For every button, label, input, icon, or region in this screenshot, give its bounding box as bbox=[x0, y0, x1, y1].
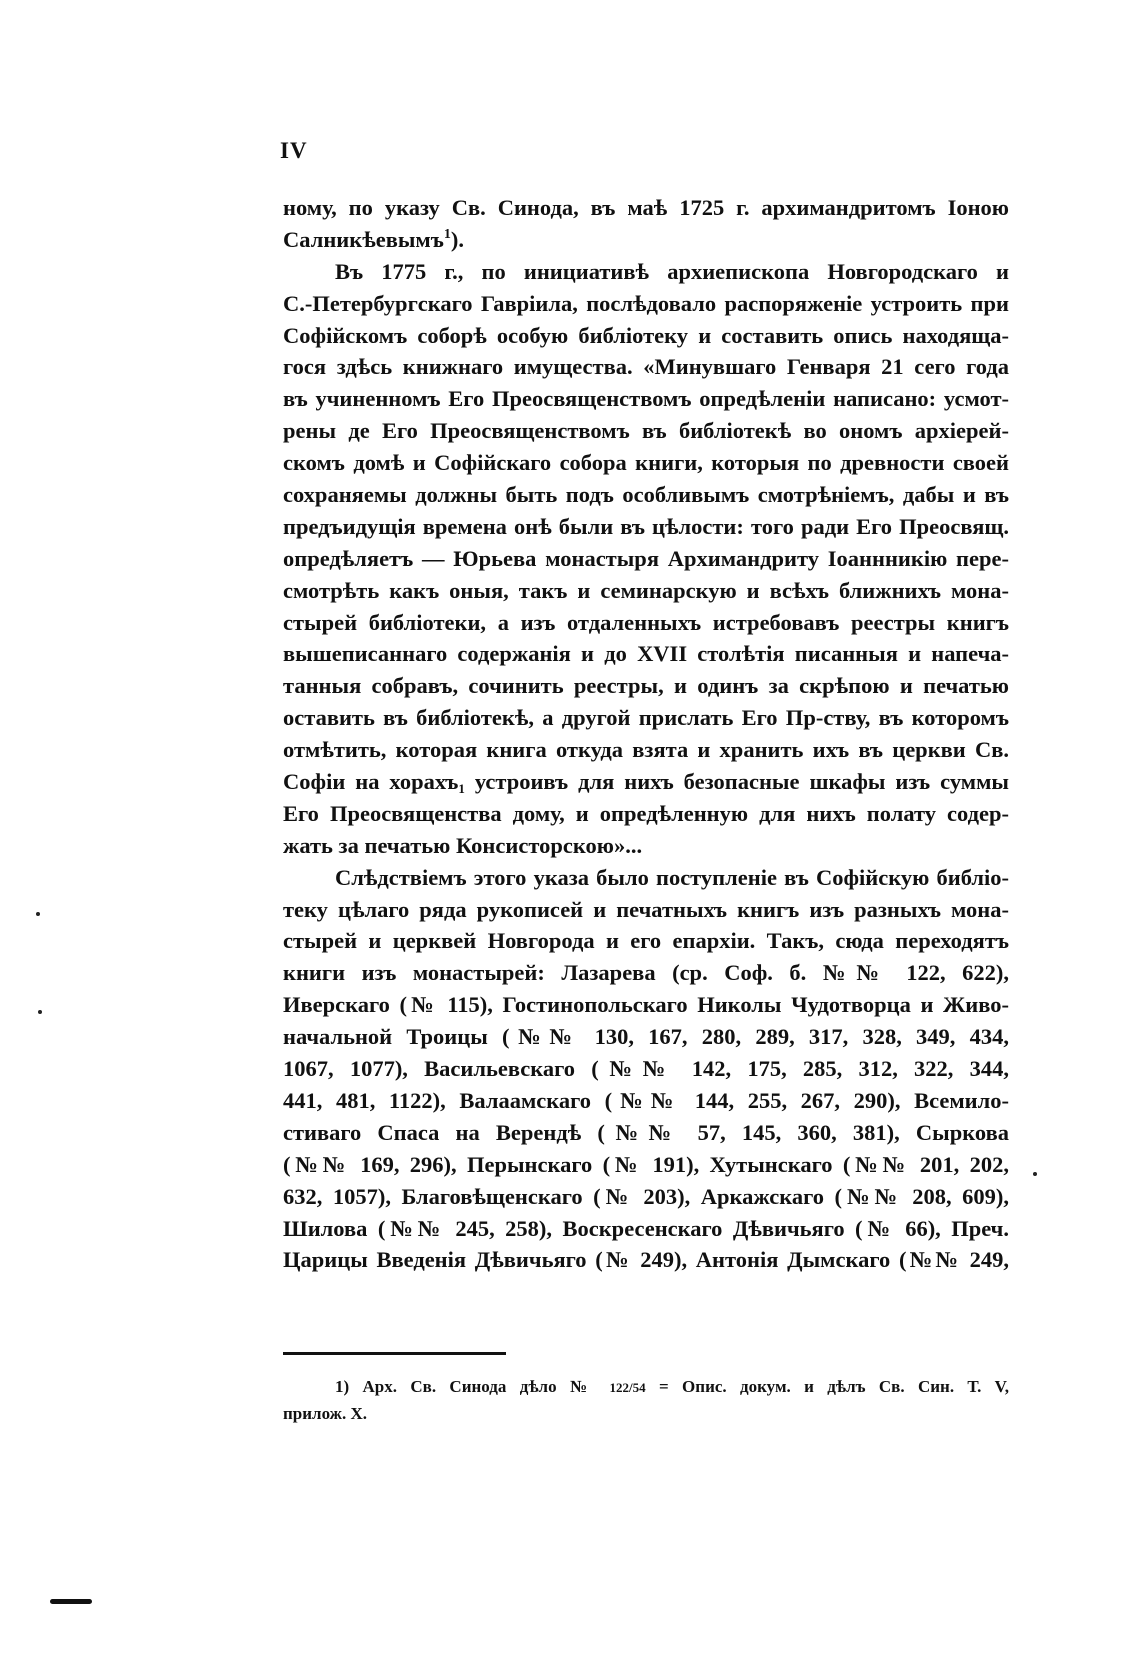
text-line: жать за печатью Консисторскою»... bbox=[283, 832, 643, 858]
text-span: Софіи на хорахъ bbox=[283, 769, 459, 795]
footnote bbox=[283, 1373, 1009, 1427]
text-line: Софійскомъ соборѣ особую библіотеку и составить опись находяща- bbox=[283, 322, 1009, 348]
text-span: 1) Арх. Св. Синода дѣло № bbox=[335, 1377, 597, 1396]
text-line: отмѣтить, которая книга откуда взята и хранить ихъ въ церкви Св. bbox=[283, 737, 1009, 763]
footnote-divider bbox=[283, 1352, 506, 1355]
text-line: Иверскаго (№ 115), Гостинопольскаго Николы Чудотворца и Живо- bbox=[283, 992, 1009, 1018]
text-line: опредѣляетъ — Юрьева монастыря Архимандриту Іоаннникію пере- bbox=[283, 545, 1009, 571]
text-span: ). bbox=[450, 226, 464, 252]
text-line: гося здѣсь книжнаго имущества. «Минувшаго Генваря 21 сего года bbox=[283, 354, 1009, 380]
subscript-mark: 1 bbox=[458, 781, 465, 797]
paragraph-start-line: Слѣдствіемъ этого указа было поступленіе въ Софійскую библіо- bbox=[335, 864, 1009, 890]
scan-speck bbox=[36, 912, 40, 916]
page-number: IV bbox=[280, 138, 308, 163]
text-line bbox=[283, 766, 1009, 798]
text-line: книги изъ монастырей: Лазарева (ср. Соф. б. №№ 122, 622), bbox=[283, 960, 1009, 986]
text-line: 441, 481, 1122), Валаамскаго (№№ 144, 255, 267, 290), Всемило- bbox=[283, 1087, 1009, 1113]
scan-speck bbox=[1033, 1172, 1037, 1176]
paragraph-start-line: Въ 1775 г., по инициативѣ архиепископа Новгородскаго и bbox=[335, 258, 1009, 284]
text-line: Царицы Введенія Дѣвичьяго (№ 249), Антонія Дымскаго (№№ 249, bbox=[283, 1247, 1009, 1273]
text-line: сохраняемы должны быть подъ особливымъ смотрѣніемъ, дабы и въ bbox=[283, 482, 1009, 508]
text-line: вышеписаннаго содержанія и до XVII столѣтія писанныя и напеча- bbox=[283, 641, 1009, 667]
text-line: Его Преосвященства дому, и опредѣленную для нихъ полату содер- bbox=[283, 800, 1009, 826]
text-line: начальной Троицы (№№ 130, 167, 280, 289, 317, 328, 349, 434, bbox=[283, 1024, 1009, 1050]
text-line: Шилова (№№ 245, 258), Воскресенскаго Дѣвичьяго (№ 66), Преч. bbox=[283, 1215, 1009, 1241]
text-line: ному, по указу Св. Синода, въ маѣ 1725 г. архимандритомъ Іоною bbox=[283, 195, 1009, 220]
text-line: 632, 1057), Благовѣщенскаго (№ 203), Аркажскаго (№№ 208, 609), bbox=[283, 1183, 1009, 1209]
text-line: стырей библіотеки, а изъ отдаленныхъ истребовавъ реестры книгъ bbox=[283, 609, 1009, 635]
text-line: рены де Его Преосвященствомъ въ библіотекѣ во ономъ архіерей- bbox=[283, 418, 1009, 444]
footnote-line: прилож. X. bbox=[283, 1404, 368, 1423]
text-line: въ учиненномъ Его Преосвященствомъ опредѣленіи написано: усмот- bbox=[283, 386, 1009, 412]
text-span: = Опис. докум. и дѣлъ Св. Син. Т. V, bbox=[659, 1377, 1010, 1396]
text-line: танныя собравъ, сочинить реестры, и одинъ за скрѣпою и печатью bbox=[283, 673, 1009, 699]
text-line: (№№ 169, 296), Перынскаго (№ 191), Хутынскаго (№№ 201, 202, bbox=[283, 1151, 1009, 1177]
main-text bbox=[283, 192, 1009, 1276]
text-line: скомъ домѣ и Софійскаго собора книги, которыя по древности своей bbox=[283, 450, 1009, 476]
text-span: устроивъ для нихъ безопасные шкафы изъ суммы bbox=[464, 769, 1009, 795]
footnote-ref: 1 bbox=[443, 226, 451, 242]
scan-edge-mark bbox=[50, 1599, 92, 1604]
text-line: 1067, 1077), Васильевскаго (№№ 142, 175, 285, 312, 322, 344, bbox=[283, 1056, 1009, 1082]
text-line: оставить въ библіотекѣ, а другой прислать Его Пр-ству, въ которомъ bbox=[283, 705, 1009, 731]
text-line: С.-Петербургскаго Гавріила, послѣдовало распоряженіе устроить при bbox=[283, 290, 1009, 316]
footnote-line bbox=[283, 1373, 1009, 1400]
scan-speck bbox=[38, 1010, 42, 1014]
text-line: теку цѣлаго ряда рукописей и печатныхъ книгъ изъ разныхъ мона- bbox=[283, 896, 1009, 922]
text-line bbox=[283, 224, 1009, 256]
footnote-fraction: 122/54 bbox=[609, 1380, 646, 1395]
text-span: Салникѣевымъ bbox=[283, 226, 444, 252]
text-line: предъидущія времена онѣ были въ цѣлости: того ради Его Преосвящ. bbox=[283, 513, 1009, 539]
text-line: стиваго Спаса на Верендѣ (№№ 57, 145, 360, 381), Сыркова bbox=[283, 1119, 1009, 1145]
text-line: стырей и церквей Новгорода и его епархіи. Такъ, сюда переходятъ bbox=[283, 928, 1009, 954]
text-line: смотрѣть какъ оныя, такъ и семинарскую и всѣхъ ближнихъ мона- bbox=[283, 577, 1009, 603]
